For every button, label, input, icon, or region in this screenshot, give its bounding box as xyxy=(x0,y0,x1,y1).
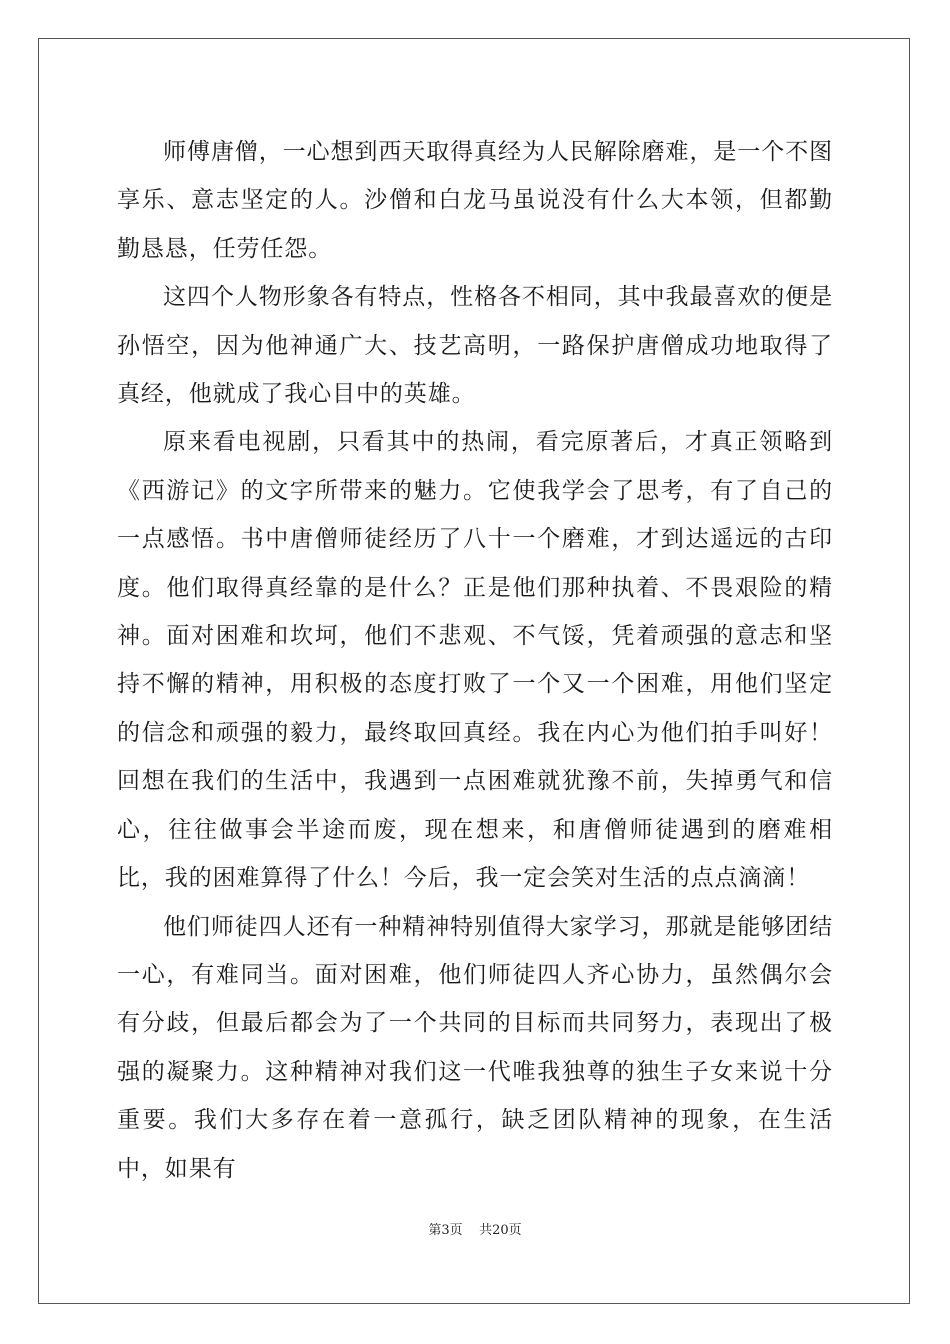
document-body xyxy=(117,128,833,1193)
paragraph: 这四个人物形象各有特点，性格各不相同，其中我最喜欢的便是孙悟空，因为他神通广大、技艺高明，一路保护唐僧成功地取得了真经，他就成了我心目中的英雄。 xyxy=(117,284,833,408)
page-number-footer: 第3页 共20页 xyxy=(428,1223,522,1238)
paragraph: 原来看电视剧，只看其中的热闹，看完原著后，才真正领略到《西游记》的文字所带来的魅力。它使我学会了思考，有了自己的一点感悟。书中唐僧师徒经历了八十一个磨难，才到达遥远的古印度。他们取得真经靠的是什么？正是他们那种执着、不畏艰险的精神。面对困难和坎坷，他们不悲观、不气馁，凭着顽强的意志和坚持不懈的精神，用积极的态度打败了一个又一个困难，用他们坚定的信念和顽强的毅力，最终取回真经。我在内心为他们拍手叫好！回想在我们的生活中，我遇到一点困难就犹豫不前，失掉勇气和信心，往往做事会半途而废，现在想来，和唐僧师徒遇到的磨难相比，我的困难算得了什么！今后，我一定会笑对生活的点点滴滴！ xyxy=(117,429,833,892)
paragraph: 师傅唐僧，一心想到西天取得真经为人民解除磨难，是一个不图享乐、意志坚定的人。沙僧和白龙马虽说没有什么大本领，但都勤勤恳恳，任劳任怨。 xyxy=(117,139,833,262)
paragraph: 他们师徒四人还有一种精神特别值得大家学习，那就是能够团结一心，有难同当。面对困难，他们师徒四人齐心协力，虽然偶尔会有分歧，但最后都会为了一个共同的目标而共同努力，表现出了极强的凝聚力。这种精神对我们这一代唯我独尊的独生子女来说十分重要。我们大多存在着一意孤行，缺乏团队精神的现象，在生活中，如果有 xyxy=(117,913,833,1182)
